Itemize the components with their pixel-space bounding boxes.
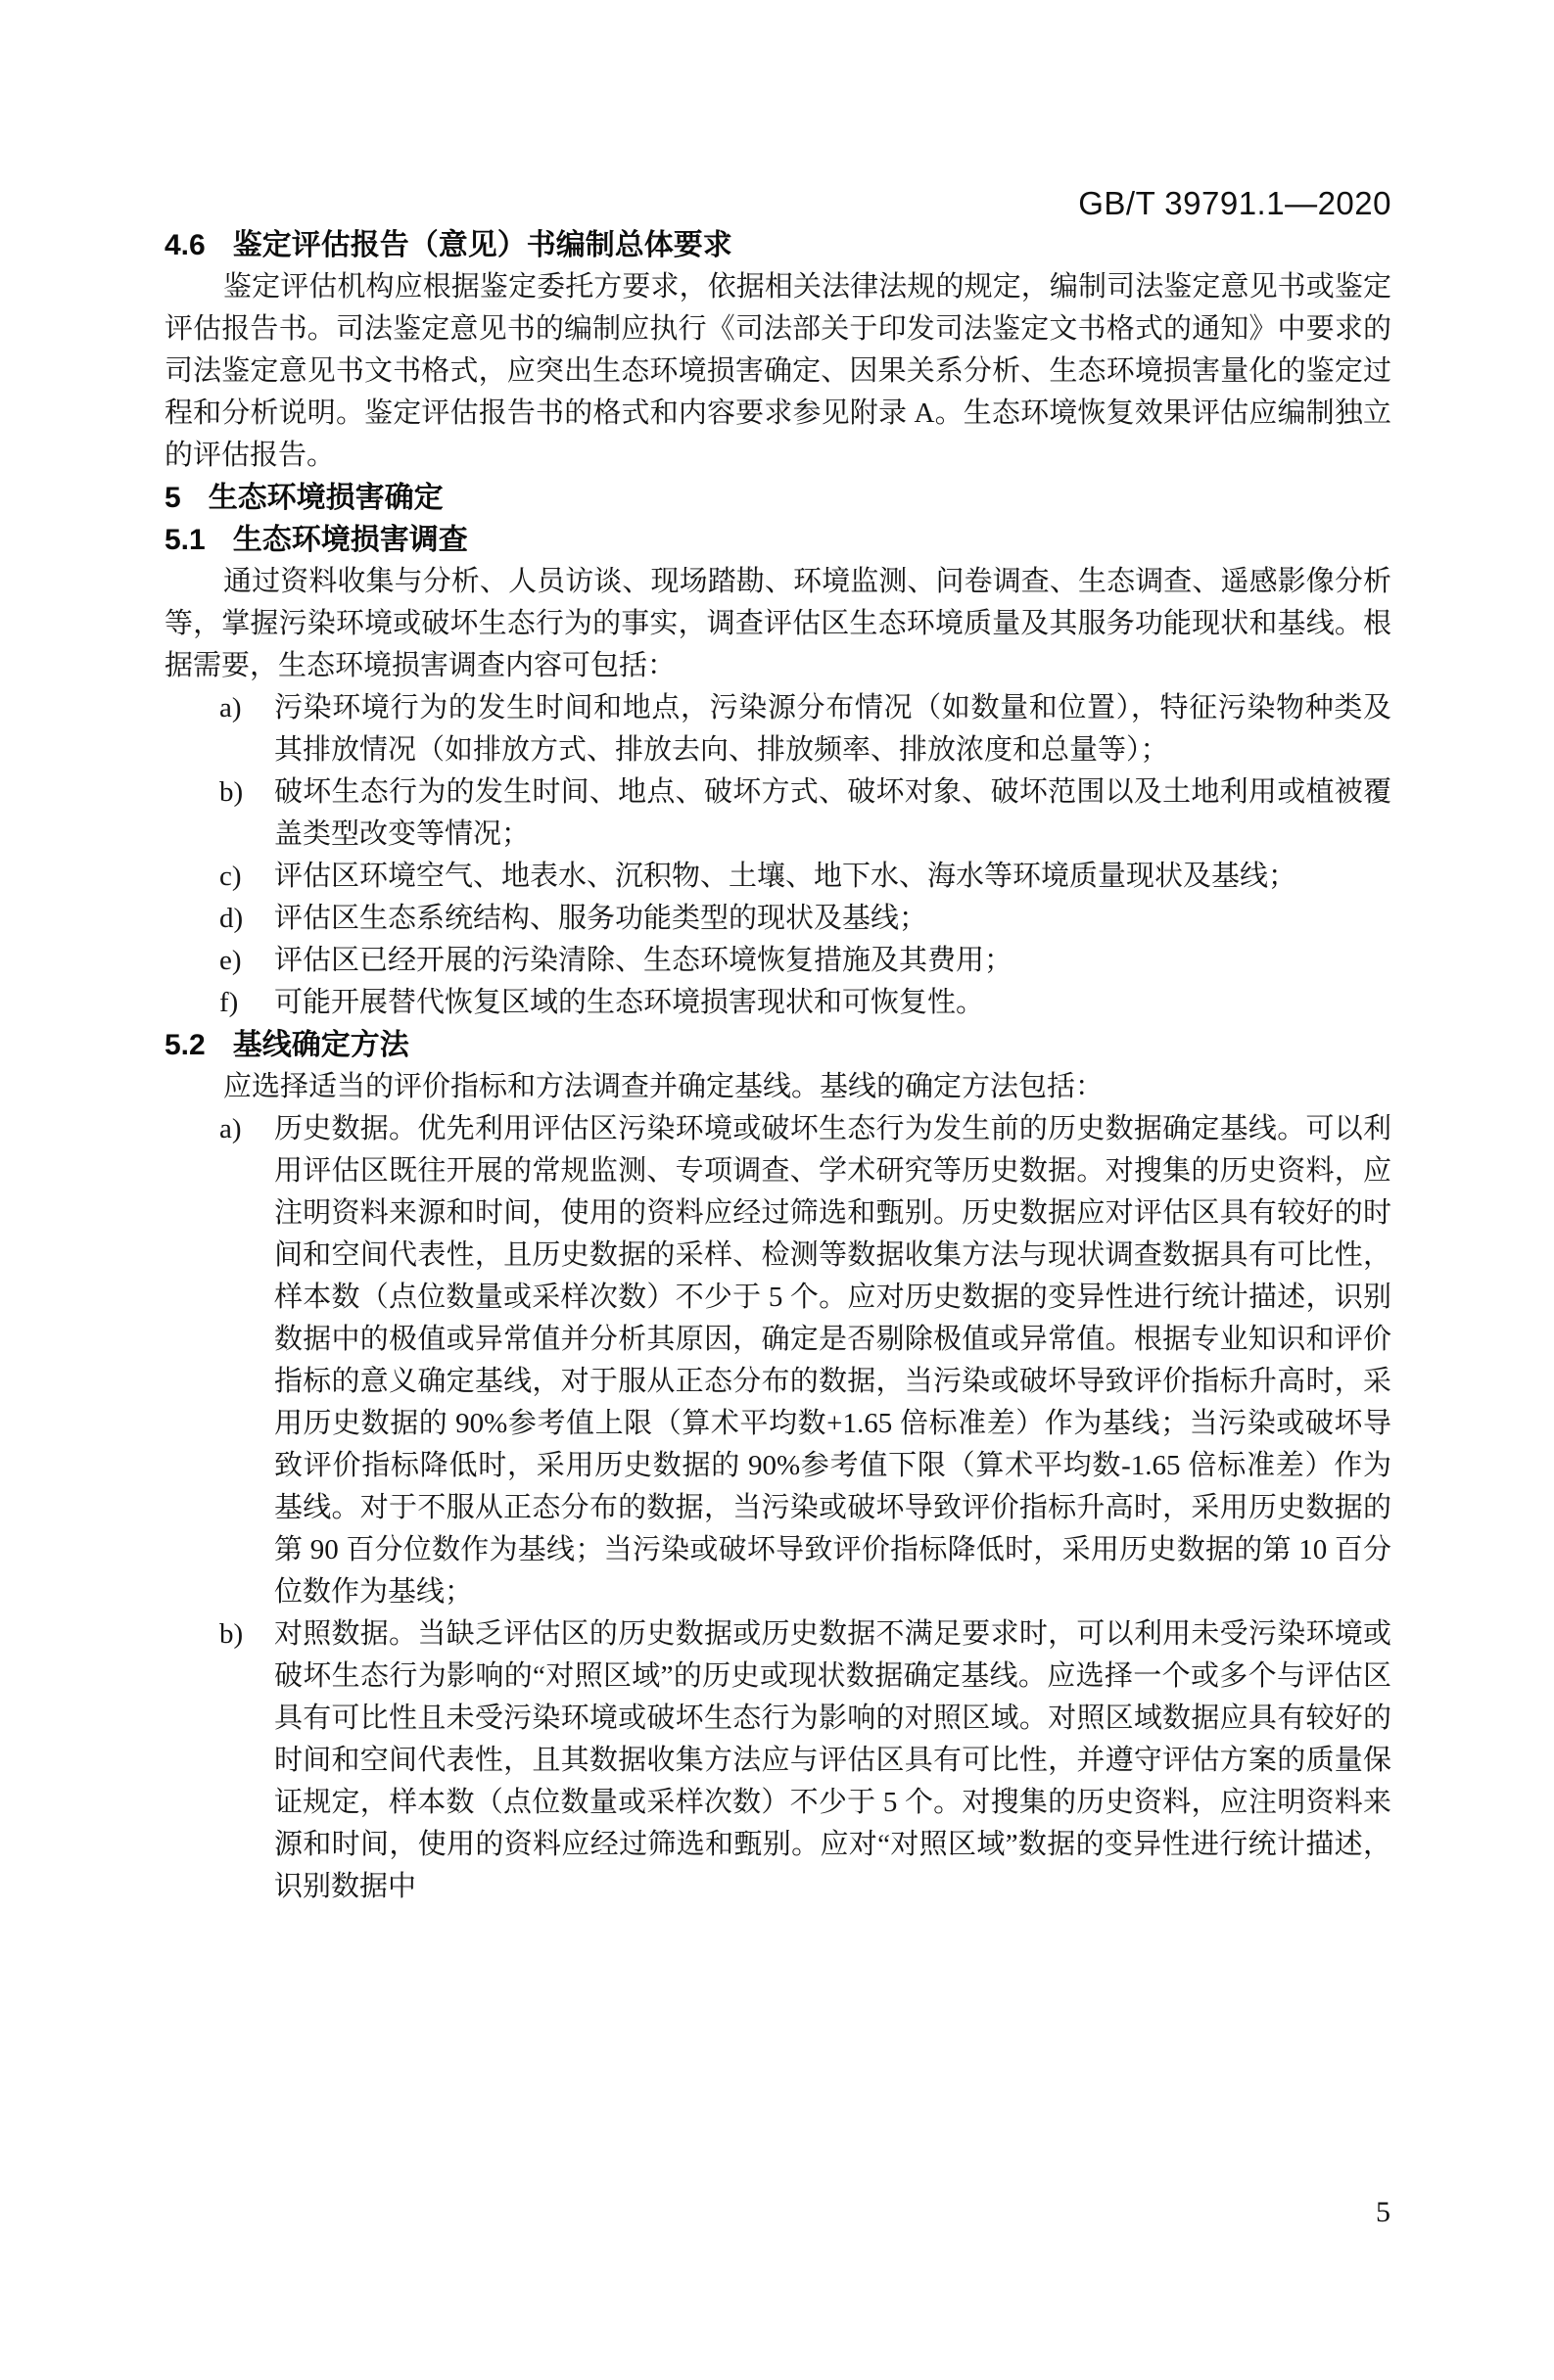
section-heading-5-2 xyxy=(165,1024,1391,1066)
list-item xyxy=(165,940,1391,982)
list-item-marker: a) xyxy=(219,692,242,723)
standard-number: GB/T 39791.1—2020 xyxy=(1078,185,1391,221)
list-item-marker: a) xyxy=(219,1113,242,1144)
paragraph-5-1: 通过资料收集与分析、人员访谈、现场踏勘、环境监测、问卷调查、生态调查、遥感影像分析等，掌握污染环境或破坏生态行为的事实，调查评估区生态环境质量及其服务功能现状和基线。根据需要，生态环境损害调查内容可包括： xyxy=(165,566,1391,681)
list-item xyxy=(165,1613,1391,1908)
section-title: 基线确定方法 xyxy=(232,1029,409,1061)
section-heading-5 xyxy=(165,477,1391,519)
survey-content-list xyxy=(165,687,1391,1024)
list-item-marker: e) xyxy=(219,945,242,976)
section-heading-5-1 xyxy=(165,519,1391,561)
list-item-marker: b) xyxy=(219,776,244,808)
list-item-text: 评估区已经开展的污染清除、生态环境恢复措施及其费用； xyxy=(274,945,1013,976)
list-item-marker: b) xyxy=(219,1618,244,1650)
baseline-method-list xyxy=(165,1108,1391,1908)
list-item-text: 污染环境行为的发生时间和地点，污染源分布情况（如数量和位置），特征污染物种类及其排放情况（如排放方式、排放去向、排放频率、排放浓度和总量等）； xyxy=(274,692,1391,766)
list-item-text: 评估区环境空气、地表水、沉积物、土壤、地下水、海水等环境质量现状及基线； xyxy=(274,861,1297,892)
section-number: 5 xyxy=(165,482,181,514)
section-heading-4-6 xyxy=(165,224,1391,266)
paragraph-5-2: 应选择适当的评价指标和方法调查并确定基线。基线的确定方法包括： xyxy=(223,1071,1105,1102)
list-item-text: 可能开展替代恢复区域的生态环境损害现状和可恢复性。 xyxy=(274,987,985,1018)
page-number: 5 xyxy=(1376,2196,1390,2228)
section-number: 5.1 xyxy=(165,524,206,556)
section-number: 5.2 xyxy=(165,1029,206,1061)
paragraph-4-6: 鉴定评估机构应根据鉴定委托方要求，依据相关法律法规的规定，编制司法鉴定意见书或鉴定评估报告书。司法鉴定意见书的编制应执行《司法部关于印发司法鉴定文书格式的通知》中要求的司法鉴定意见书文书格式，应突出生态环境损害确定、因果关系分析、生态环境损害量化的鉴定过程和分析说明。鉴定评估报告书的格式和内容要求参见附录 A。生态环境恢复效果评估应编制独立的评估报告。 xyxy=(165,271,1391,471)
list-item-marker: d) xyxy=(219,903,244,934)
section-number: 4.6 xyxy=(165,229,206,261)
list-item xyxy=(165,687,1391,771)
section-title: 鉴定评估报告（意见）书编制总体要求 xyxy=(232,229,732,261)
list-item xyxy=(165,1108,1391,1613)
document-page xyxy=(0,182,1554,1908)
list-item-text: 破坏生态行为的发生时间、地点、破坏方式、破坏对象、破坏范围以及土地利用或植被覆盖类型改变等情况； xyxy=(274,776,1391,850)
list-item xyxy=(165,856,1391,898)
list-item xyxy=(165,898,1391,940)
list-item-text: 历史数据。优先利用评估区污染环境或破坏生态行为发生前的历史数据确定基线。可以利用评估区既往开展的常规监测、专项调查、学术研究等历史数据。对搜集的历史资料，应注明资料来源和时间，使用的资料应经过筛选和甄别。历史数据应对评估区具有较好的时间和空间代表性，且历史数据的采样、检测等数据收集方法与现状调查数据具有可比性，样本数（点位数量或采样次数）不少于 5 个。应对历史数据的变异性进行统计描述，识别数据中的极值或异常值并分析其原因，确定是否剔除极值或异常值。根据专业知识和评价指标的意义确定基线，对于服从正态分布的数据，当污染或破坏导致评价指标升高时，采用历史数据的 90%参考值上限（算术平均数+1.65 倍标准差）作为基线；当污染或破坏导致评价指标降低时，采用历史数据的 90%参考值下限（算术平均数-1.65 倍标准差）作为基线。对于不服从正态分布的数据，当污染或破坏导致评价指标升高时，采用历史数据的第 90 百分位数作为基线；当污染或破坏导致评价指标降低时，采用历史数据的第 10 百分位数作为基线； xyxy=(274,1113,1391,1608)
list-item-text: 对照数据。当缺乏评估区的历史数据或历史数据不满足要求时，可以利用未受污染环境或破坏生态行为影响的“对照区域”的历史或现状数据确定基线。应选择一个或多个与评估区具有可比性且未受污染环境或破坏生态行为影响的对照区域。对照区域数据应具有较好的时间和空间代表性，且其数据收集方法应与评估区具有可比性，并遵守评估方案的质量保证规定，样本数（点位数量或采样次数）不少于 5 个。对搜集的历史资料，应注明资料来源和时间，使用的资料应经过筛选和甄别。应对“对照区域”数据的变异性进行统计描述，识别数据中 xyxy=(274,1618,1391,1902)
list-item xyxy=(165,982,1391,1024)
list-item-marker: f) xyxy=(219,987,239,1018)
list-item-text: 评估区生态系统结构、服务功能类型的现状及基线； xyxy=(274,903,928,934)
section-title: 生态环境损害确定 xyxy=(208,482,444,514)
list-item xyxy=(165,771,1391,856)
section-title: 生态环境损害调查 xyxy=(232,524,468,556)
list-item-marker: c) xyxy=(219,861,242,892)
